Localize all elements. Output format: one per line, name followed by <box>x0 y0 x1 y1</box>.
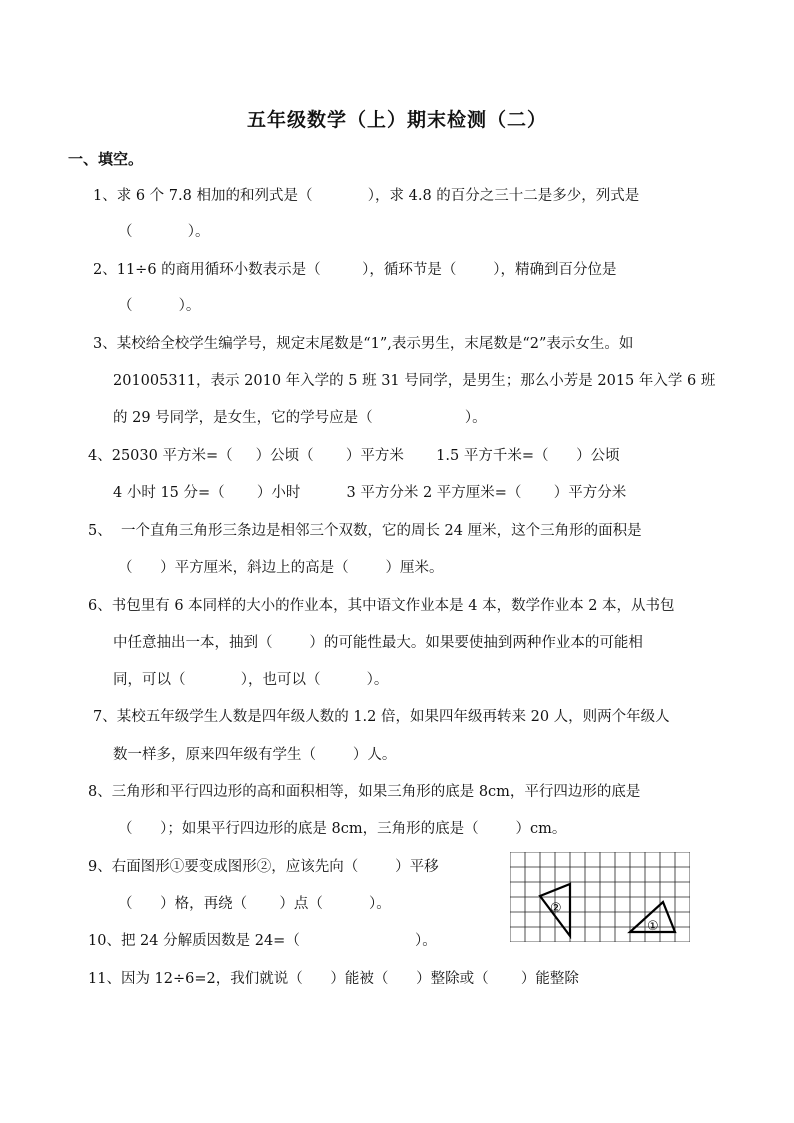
question-line: 的 29 号同学，是女生，它的学号应是（ ）。 <box>113 410 487 426</box>
question-line: （ ）格，再绕（ ）点（ ）。 <box>118 896 391 912</box>
page-title: 五年级数学（上）期末检测（二） <box>246 109 547 131</box>
question-line: 4、25030 平方米=（ ）公顷（ ）平方米 1.5 平方千米=（ ）公顷 <box>88 448 620 464</box>
grid-figure <box>510 852 690 942</box>
shape-1-label: ① <box>647 919 659 934</box>
question-line: 1、求 6 个 7.8 相加的和列式是（ ），求 4.8 的百分之三十二是多少，列式是 <box>93 188 640 204</box>
question-line: （ ）。 <box>118 298 201 314</box>
section-heading: 一、填空。 <box>68 150 144 168</box>
question-line: 9、右面图形①要变成图形②，应该先向（ ）平移 <box>88 859 439 875</box>
question-line: （ ）。 <box>118 224 210 240</box>
question-line: 10、把 24 分解质因数是 24=（ ）。 <box>88 933 437 949</box>
question-line: 11、因为 12÷6=2，我们就说（ ）能被（ ）整除或（ ）能整除 <box>88 971 579 987</box>
question-line: 2、11÷6 的商用循环小数表示是（ ），循环节是（ ），精确到百分位是 <box>93 262 617 278</box>
question-line: 8、三角形和平行四边形的高和面积相等，如果三角形的底是 8cm，平行四边形的底是 <box>88 784 641 800</box>
question-line: 4 小时 15 分=（ ）小时 3 平方分米 2 平方厘米=（ ）平方分米 <box>113 485 627 501</box>
question-line: （ ）；如果平行四边形的底是 8cm，三角形的底是（ ）cm。 <box>118 821 567 837</box>
question-line: 3、某校给全校学生编学号，规定末尾数是“1”,表示男生，末尾数是“2”表示女生。如 <box>93 336 634 352</box>
question-line: 数一样多，原来四年级有学生（ ）人。 <box>113 747 397 763</box>
question-line: 中任意抽出一本，抽到（ ）的可能性最大。如果要使抽到两种作业本的可能相 <box>113 635 643 651</box>
question-line: 5、 一个直角三角形三条边是相邻三个双数，它的周长 24 厘米，这个三角形的面积是 <box>88 523 642 539</box>
question-line: 201005311，表示 2010 年入学的 5 班 31 号同学，是男生；那么小芳是 2015 年入学 6 班 <box>113 373 716 389</box>
question-line: 同，可以（ ），也可以（ ）。 <box>113 672 389 688</box>
question-line: 6、书包里有 6 本同样的大小的作业本，其中语文作业本是 4 本，数学作业本 2 本，从书包 <box>88 598 675 614</box>
question-line: （ ）平方厘米，斜边上的高是（ ）厘米。 <box>118 560 444 576</box>
shape-2-label: ② <box>550 901 562 916</box>
question-line: 7、某校五年级学生人数是四年级人数的 1.2 倍，如果四年级再转来 20 人，则两个年级人 <box>93 709 670 725</box>
